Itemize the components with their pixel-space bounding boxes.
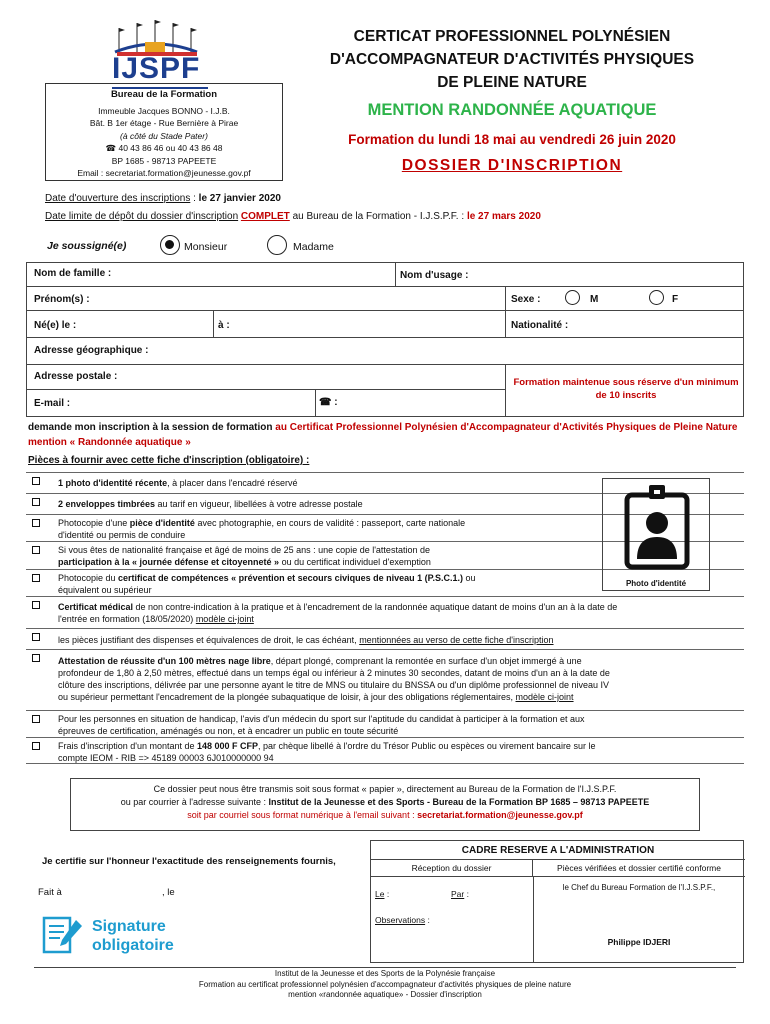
checkbox[interactable]: [32, 654, 40, 662]
limite-line: Date limite de dépôt du dossier d'inscription COMPLET au Bureau de la Formation - I.J.S.P.F. : le 27 mars 2020: [45, 211, 541, 222]
bureau-email: Email : secretariat.formation@jeunesse.gov.pf: [77, 168, 251, 178]
list-item: 1 photo d'identité récente, à placer dans l'encadré réservé: [26, 472, 744, 493]
checkbox[interactable]: [32, 742, 40, 750]
sexe-f-label: F: [672, 294, 679, 305]
lieu-naissance-field[interactable]: à :: [218, 320, 230, 331]
radio-sexe-m[interactable]: [565, 290, 580, 305]
telephone-field[interactable]: ☎ :: [319, 397, 338, 408]
signature-icon: [40, 914, 84, 959]
admin-observations: Observations :: [375, 915, 430, 925]
dossier-title: DOSSIER D'INSCRIPTION: [401, 157, 623, 174]
checkbox[interactable]: [32, 477, 40, 485]
photo-box[interactable]: [602, 478, 710, 591]
list-item: Photocopie d'une pièce d'identité avec photographie, en cours de validité : passeport, carte nationale d'identité ou permis de conduire: [26, 514, 744, 541]
soussigne-label: Je soussigné(e): [47, 240, 127, 252]
page-title: CERTICAT PROFESSIONNEL POLYNÉSIEN D'ACCOMPAGNATEUR D'ACTIVITÉS PHYSIQUES DE PLEINE NATURE: [329, 28, 695, 91]
sexe-m-label: M: [590, 294, 599, 305]
list-item: Pour les personnes en situation de handicap, l'avis d'un médecin du sport sur l'aptitude du candidat à participer à la formation et aux épreuves de certification, aménagés ou non, et à encadrer un public en toute sécurité: [26, 710, 744, 737]
bureau-line: (à côté du Stade Pater): [120, 130, 208, 141]
checkbox[interactable]: [32, 498, 40, 506]
email-field[interactable]: E-mail :: [34, 398, 71, 409]
reserve-note: Formation maintenue sous réserve d'un minimum de 10 inscrits: [513, 377, 739, 401]
modele-link[interactable]: modèle ci-joint: [515, 692, 574, 702]
photo-caption: Photo d'identité: [625, 579, 687, 588]
mention-title: MENTION RANDONNÉE AQUATIQUE: [367, 101, 657, 119]
transmit-box: Ce dossier peut nous être transmis soit sous format « papier », directement au Bureau de la Formation de l'I.J.S.P.F. ou par courrier à l'adresse suivante : Institut de la Jeunesse et des Sports - Bureau de la Formation BP 1685 – 98713 PAPEETE soit par courriel sous format numérique à l'email suivant : secretariat.formation@jeunesse.gov.pf: [70, 778, 700, 831]
footer: Institut de la Jeunesse et des Sports de la Polynésie française Formation au certificat professionnel polynésien d'accompagnateur d'activités physiques de pleine nature mention «randonnée aquatique» - Dossier d'inscription: [198, 969, 572, 999]
bureau-line: Immeuble Jacques BONNO - I.J.B.: [98, 105, 230, 116]
prenoms-field[interactable]: Prénom(s) :: [34, 294, 90, 305]
admin-title: CADRE RESERVE A L'ADMINISTRATION: [371, 841, 745, 860]
radio-monsieur[interactable]: [160, 235, 180, 255]
checkbox[interactable]: [32, 574, 40, 582]
bureau-address-box: [45, 83, 283, 181]
date-field[interactable]: , le: [162, 887, 175, 898]
phone-icon: ☎: [319, 397, 335, 408]
nom-famille-field[interactable]: Nom de famille :: [34, 268, 112, 279]
nationalite-field[interactable]: Nationalité :: [511, 320, 569, 331]
bureau-phone: ☎ 40 43 86 46 ou 40 43 86 48: [105, 143, 223, 153]
logo-text: IJSPF: [112, 52, 201, 85]
list-item: 2 enveloppes timbrées au tarif en vigueur, libellées à votre adresse postale: [26, 493, 744, 514]
list-item: Photocopie du certificat de compétences « prévention et secours civiques de niveau 1 (P.S.C.1.) ou équivalent ou supérieur: [26, 569, 744, 596]
radio-sexe-f[interactable]: [649, 290, 664, 305]
checkbox[interactable]: [32, 715, 40, 723]
ouverture-line: Date d'ouverture des inscriptions : le 27 janvier 2020: [45, 193, 281, 204]
verification-header: Pièces vérifiées et dossier certifié conforme: [533, 860, 745, 877]
verso-link[interactable]: mentionnées au verso de cette fiche d'inscription: [359, 635, 554, 645]
ne-le-field[interactable]: Né(e) le :: [34, 320, 77, 331]
list-item: Frais d'inscription d'un montant de 148 000 F CFP, par chèque libellé à l'ordre du Trésor Public ou espèces ou virement bancaire sur le compte IEOM - RIB => 45189 00003 6J010000000 94: [26, 737, 744, 764]
checkbox[interactable]: [32, 519, 40, 527]
adresse-geo-field[interactable]: Adresse géographique :: [34, 345, 149, 356]
id-photo-icon: [603, 479, 711, 579]
footer-divider: [34, 967, 736, 968]
nom-usage-field[interactable]: Nom d'usage :: [400, 270, 469, 281]
label-madame: Madame: [293, 241, 334, 253]
phone-icon: ☎: [105, 143, 119, 153]
admin-le-field: Le :: [375, 889, 390, 899]
modele-link[interactable]: modèle ci-joint: [195, 614, 254, 624]
admin-chef: le Chef du Bureau Formation de l'I.J.S.P.F.,: [562, 883, 716, 892]
checkbox[interactable]: [32, 601, 40, 609]
pieces-title: Pièces à fournir avec cette fiche d'inscription (obligatoire) :: [28, 455, 310, 466]
bureau-line: Bât. B 1er étage - Rue Bernière à Pirae: [89, 118, 239, 128]
sexe-label: Sexe :: [511, 294, 541, 305]
reception-header: Réception du dossier: [371, 860, 533, 877]
list-item: Certificat médical de non contre-indication à la pratique et à l'encadrement de la randonnée aquatique datant de moins d'un an à la date de l'entrée en formation (18/05/2020) modèle ci-joint: [26, 596, 744, 628]
formation-dates: Formation du lundi 18 mai au vendredi 26 juin 2020: [348, 132, 676, 147]
certify-text: Je certifie sur l'honneur l'exactitude des renseignements fournis,: [42, 856, 336, 867]
fait-a-field[interactable]: Fait à: [38, 887, 62, 898]
list-item: Attestation de réussite d'un 100 mètres nage libre, départ plongé, comprenant la remontée en surface d'un objet immergé à une profondeur de 1,80 à 2,50 mètres, effectué dans un temps égal ou inférieur à 2 minutes 30 secondes, datant de moins d'un an à la date de clôture des inscriptions, délivrée par une personne ayant le titre de MNS ou titulaire du BNSSA ou d'un diplôme professionnel de niveau IV ou supérieur permettant l'encadrement de la plongée subaquatique de loisir, à jour des obligations réglementaires, modèle ci-joint: [26, 649, 744, 710]
bureau-title: Bureau de la Formation: [110, 89, 218, 100]
adresse-postale-field[interactable]: Adresse postale :: [34, 371, 118, 382]
checkbox[interactable]: [32, 633, 40, 641]
admin-box: [370, 840, 744, 963]
demande-text: demande mon inscription à la session de formation au Certificat Professionnel Polynésien d'Accompagnateur d'Activités Physiques de Pleine Nature mention « Randonnée aquatique »: [28, 422, 738, 448]
list-item: les pièces justifiant des dispenses et équivalences de droit, le cas échéant, mentionnées au verso de cette fiche d'inscription: [26, 628, 744, 649]
label-monsieur: Monsieur: [184, 241, 228, 253]
checkbox[interactable]: [32, 546, 40, 554]
admin-name: Philippe IDJERI: [607, 937, 671, 947]
signature-label: Signature obligatoire: [92, 918, 174, 954]
radio-madame[interactable]: [267, 235, 287, 255]
list-item: Si vous êtes de nationalité française et âgé de moins de 25 ans : une copie de l'attestation de participation à la « journée défense et citoyenneté » ou du certificat individuel d'exemption: [26, 541, 744, 569]
admin-par-field: Par :: [451, 889, 469, 899]
bureau-line: BP 1685 - 98713 PAPEETE: [111, 155, 217, 166]
identity-form: [26, 262, 744, 417]
